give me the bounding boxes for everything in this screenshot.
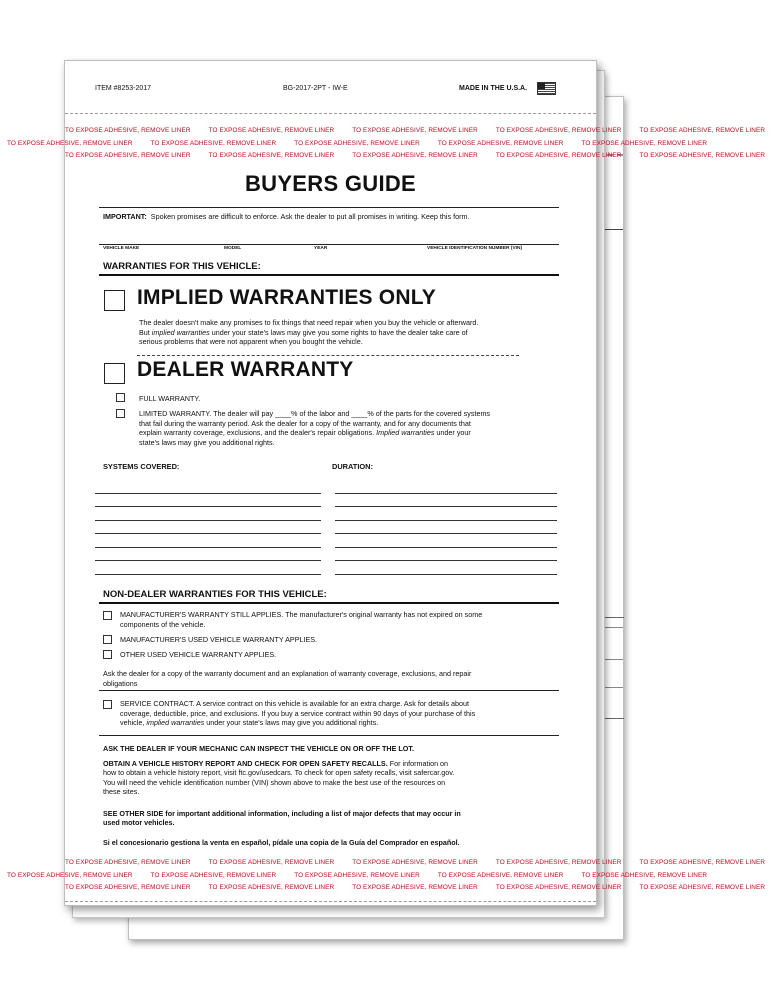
used-vehicle-warranty-checkbox[interactable] xyxy=(103,635,112,644)
text-line: obligations xyxy=(103,678,138,688)
liner-text: TO EXPOSE ADHESIVE, REMOVE LINER xyxy=(208,859,335,866)
service-contract-checkbox[interactable] xyxy=(103,700,112,709)
liner-text: TO EXPOSE ADHESIVE, REMOVE LINER xyxy=(639,859,766,866)
adhesive-liner-top[interactable] xyxy=(7,125,766,167)
fill-in-line[interactable] xyxy=(95,560,321,561)
liner-text: TO EXPOSE ADHESIVE, REMOVE LINER xyxy=(208,884,335,892)
rule-line xyxy=(99,602,559,604)
text-line: these sites. xyxy=(103,787,140,797)
important-text: Spoken promises are difficult to enforce. Ask the dealer to put all promises in writing. Keep this form. xyxy=(150,212,470,221)
text-line: used motor vehicles. xyxy=(103,818,175,828)
liner-text: TO EXPOSE ADHESIVE, REMOVE LINER xyxy=(7,871,133,879)
text-line: SERVICE CONTRACT. A service contract on this vehicle is available for an extra charge. Ask for details about xyxy=(120,699,470,708)
text-line: MANUFACTURER'S WARRANTY STILL APPLIES. The manufacturer's original warranty has not expired on some xyxy=(120,610,483,619)
full-warranty-label: FULL WARRANTY. xyxy=(139,394,201,403)
fill-in-line[interactable] xyxy=(335,533,557,534)
liner-text: TO EXPOSE ADHESIVE, REMOVE LINER xyxy=(639,884,766,892)
liner-text: TO EXPOSE ADHESIVE, REMOVE LINER xyxy=(65,884,191,892)
warranties-heading: WARRANTIES FOR THIS VEHICLE: xyxy=(103,261,261,272)
text-span: But xyxy=(139,327,152,337)
rule-line xyxy=(99,690,559,691)
us-flag-icon xyxy=(537,82,556,95)
text-emphasis: implied warranties xyxy=(146,718,205,728)
text-line xyxy=(103,759,555,768)
text-emphasis: Implied warranties xyxy=(376,428,435,438)
fill-in-line[interactable] xyxy=(335,574,557,575)
text-line: serious problems that were not apparent when you bought the vehicle. xyxy=(139,337,363,347)
liner-text: TO EXPOSE ADHESIVE, REMOVE LINER xyxy=(150,139,277,147)
see-other-side-text xyxy=(103,809,555,828)
liner-text: TO EXPOSE ADHESIVE, REMOVE LINER xyxy=(150,871,277,879)
form-code: BG-2017-2PT - IW-E xyxy=(283,85,348,92)
liner-text: TO EXPOSE ADHESIVE, REMOVE LINER xyxy=(7,139,133,147)
rule-line xyxy=(99,735,559,736)
fill-in-line[interactable] xyxy=(95,574,321,575)
non-dealer-heading: NON-DEALER WARRANTIES FOR THIS VEHICLE: xyxy=(103,589,327,600)
liner-text: TO EXPOSE ADHESIVE, REMOVE LINER xyxy=(581,139,708,147)
liner-text: TO EXPOSE ADHESIVE, REMOVE LINER xyxy=(352,152,478,160)
manufacturer-warranty-text xyxy=(120,610,560,629)
text-line: The dealer doesn't make any promises to fix things that need repair when you buy the vehicle or afterward. xyxy=(139,318,479,327)
fill-in-line[interactable] xyxy=(335,493,557,494)
liner-text: TO EXPOSE ADHESIVE, REMOVE LINER xyxy=(65,127,191,134)
text-span: under your state's laws may give you additional rights. xyxy=(204,718,379,728)
text-emphasis: implied warranties xyxy=(151,327,210,337)
implied-warranties-heading: IMPLIED WARRANTIES ONLY xyxy=(137,286,437,309)
liner-text: TO EXPOSE ADHESIVE, REMOVE LINER xyxy=(495,152,622,160)
liner-text: TO EXPOSE ADHESIVE, REMOVE LINER xyxy=(65,152,191,160)
duration-label: DURATION: xyxy=(332,462,373,471)
liner-text: TO EXPOSE ADHESIVE, REMOVE LINER xyxy=(208,127,335,134)
fill-in-line[interactable] xyxy=(335,547,557,548)
perforation-line xyxy=(65,901,596,902)
implied-warranties-checkbox[interactable] xyxy=(104,290,125,311)
text-line: that fail during the warranty period. Ask the dealer for a copy of the warranty, and for any documents that xyxy=(139,418,471,428)
fill-in-line[interactable] xyxy=(335,520,557,521)
liner-text: TO EXPOSE ADHESIVE, REMOVE LINER xyxy=(352,884,478,892)
fill-in-line[interactable] xyxy=(95,493,321,494)
fill-in-line[interactable] xyxy=(335,506,557,507)
limited-warranty-checkbox[interactable] xyxy=(116,409,125,418)
implied-warranties-text xyxy=(139,318,559,347)
perforation-line xyxy=(65,113,596,114)
text-span: vehicle, xyxy=(120,718,147,728)
text-line: LIMITED WARRANTY. The dealer will pay ____% of the labor and ____% of the parts for the covered systems xyxy=(139,409,491,418)
liner-text: TO EXPOSE ADHESIVE, REMOVE LINER xyxy=(294,871,420,879)
liner-text: TO EXPOSE ADHESIVE, REMOVE LINER xyxy=(639,152,766,160)
vin-label: VEHICLE IDENTIFICATION NUMBER (VIN) xyxy=(427,246,523,251)
dealer-warranty-heading: DEALER WARRANTY xyxy=(137,358,354,381)
important-notice xyxy=(103,212,469,221)
fill-in-line[interactable] xyxy=(95,533,321,534)
rule-line xyxy=(99,274,559,276)
ask-dealer-copy-text xyxy=(103,669,555,688)
text-line: Ask the dealer for a copy of the warranty document and an explanation of warranty coverage, exclusions, and repair xyxy=(103,669,472,678)
liner-text: TO EXPOSE ADHESIVE, REMOVE LINER xyxy=(639,127,766,134)
liner-text: TO EXPOSE ADHESIVE, REMOVE LINER xyxy=(495,859,622,866)
fill-in-line[interactable] xyxy=(335,560,557,561)
rule-line xyxy=(99,207,559,208)
text-span: explain warranty coverage, exclusions, and the dealer's repair obligations. xyxy=(139,428,377,438)
text-span: under your xyxy=(434,428,471,438)
vehicle-history-text xyxy=(103,759,555,797)
limited-warranty-text xyxy=(139,409,559,447)
fill-in-line[interactable] xyxy=(95,520,321,521)
important-label: IMPORTANT: xyxy=(103,212,147,221)
text-line xyxy=(120,718,560,728)
fill-in-line[interactable] xyxy=(95,547,321,548)
liner-text: TO EXPOSE ADHESIVE, REMOVE LINER xyxy=(294,139,420,147)
text-line: components of the vehicle. xyxy=(120,619,206,629)
liner-text: TO EXPOSE ADHESIVE, REMOVE LINER xyxy=(581,871,708,879)
adhesive-liner-bottom[interactable] xyxy=(7,857,766,899)
text-line: You will need the vehicle identification number (VIN) shown above to make the best use of the resources on xyxy=(103,777,446,787)
manufacturer-warranty-checkbox[interactable] xyxy=(103,611,112,620)
text-span: For information on xyxy=(387,759,449,768)
text-line xyxy=(139,428,559,438)
dealer-warranty-checkbox[interactable] xyxy=(104,363,125,384)
full-warranty-checkbox[interactable] xyxy=(116,393,125,402)
model-label: MODEL xyxy=(224,246,242,251)
liner-text: TO EXPOSE ADHESIVE, REMOVE LINER xyxy=(495,884,622,892)
liner-text: TO EXPOSE ADHESIVE, REMOVE LINER xyxy=(437,139,564,147)
made-in-label: MADE IN THE U.S.A. xyxy=(459,85,528,92)
text-line: how to obtain a vehicle history report, visit ftc.gov/usedcars. To check for open safety recalls, visit safercar.gov. xyxy=(103,768,455,778)
liner-text: TO EXPOSE ADHESIVE, REMOVE LINER xyxy=(352,127,478,134)
form-header xyxy=(65,61,596,113)
text-line: SEE OTHER SIDE for important additional information, including a list of major defects that may occur in xyxy=(103,809,461,818)
other-warranty-checkbox[interactable] xyxy=(103,650,112,659)
other-warranty-label: OTHER USED VEHICLE WARRANTY APPLIES. xyxy=(120,650,277,659)
liner-text: TO EXPOSE ADHESIVE, REMOVE LINER xyxy=(65,859,191,866)
liner-text: TO EXPOSE ADHESIVE, REMOVE LINER xyxy=(352,859,478,866)
liner-text: TO EXPOSE ADHESIVE, REMOVE LINER xyxy=(208,152,335,160)
liner-text: TO EXPOSE ADHESIVE, REMOVE LINER xyxy=(437,871,564,879)
mechanic-inspection-text: ASK THE DEALER IF YOUR MECHANIC CAN INSPECT THE VEHICLE ON OR OFF THE LOT. xyxy=(103,744,414,753)
liner-text: TO EXPOSE ADHESIVE, REMOVE LINER xyxy=(495,127,622,134)
vehicle-field-line xyxy=(99,244,559,245)
spanish-notice: Si el concesionario gestiona la venta en español, pídale una copia de la Guía del Comprador en español. xyxy=(103,838,460,847)
text-strong: OBTAIN A VEHICLE HISTORY REPORT AND CHECK FOR OPEN SAFETY RECALLS. xyxy=(103,759,388,768)
vehicle-make-label: VEHICLE MAKE xyxy=(103,246,140,251)
used-vehicle-warranty-label: MANUFACTURER'S USED VEHICLE WARRANTY APPLIES. xyxy=(120,635,318,644)
dashed-divider xyxy=(137,355,519,356)
text-line: coverage, deductible, price, and exclusions. If you buy a service contract within 90 days of your purchase of this xyxy=(120,708,476,718)
item-number: ITEM #8253-2017 xyxy=(95,85,152,92)
form-title: BUYERS GUIDE xyxy=(244,171,417,196)
text-span: under your state's laws may give you some rights to have the dealer take care of xyxy=(209,327,468,337)
text-line: state's laws may give you additional rights. xyxy=(139,437,275,447)
text-line xyxy=(139,328,559,338)
service-contract-text xyxy=(120,699,560,728)
fill-in-line[interactable] xyxy=(95,506,321,507)
year-label: YEAR xyxy=(314,246,328,251)
buyers-guide-form xyxy=(7,60,766,906)
systems-covered-label: SYSTEMS COVERED: xyxy=(103,462,180,471)
